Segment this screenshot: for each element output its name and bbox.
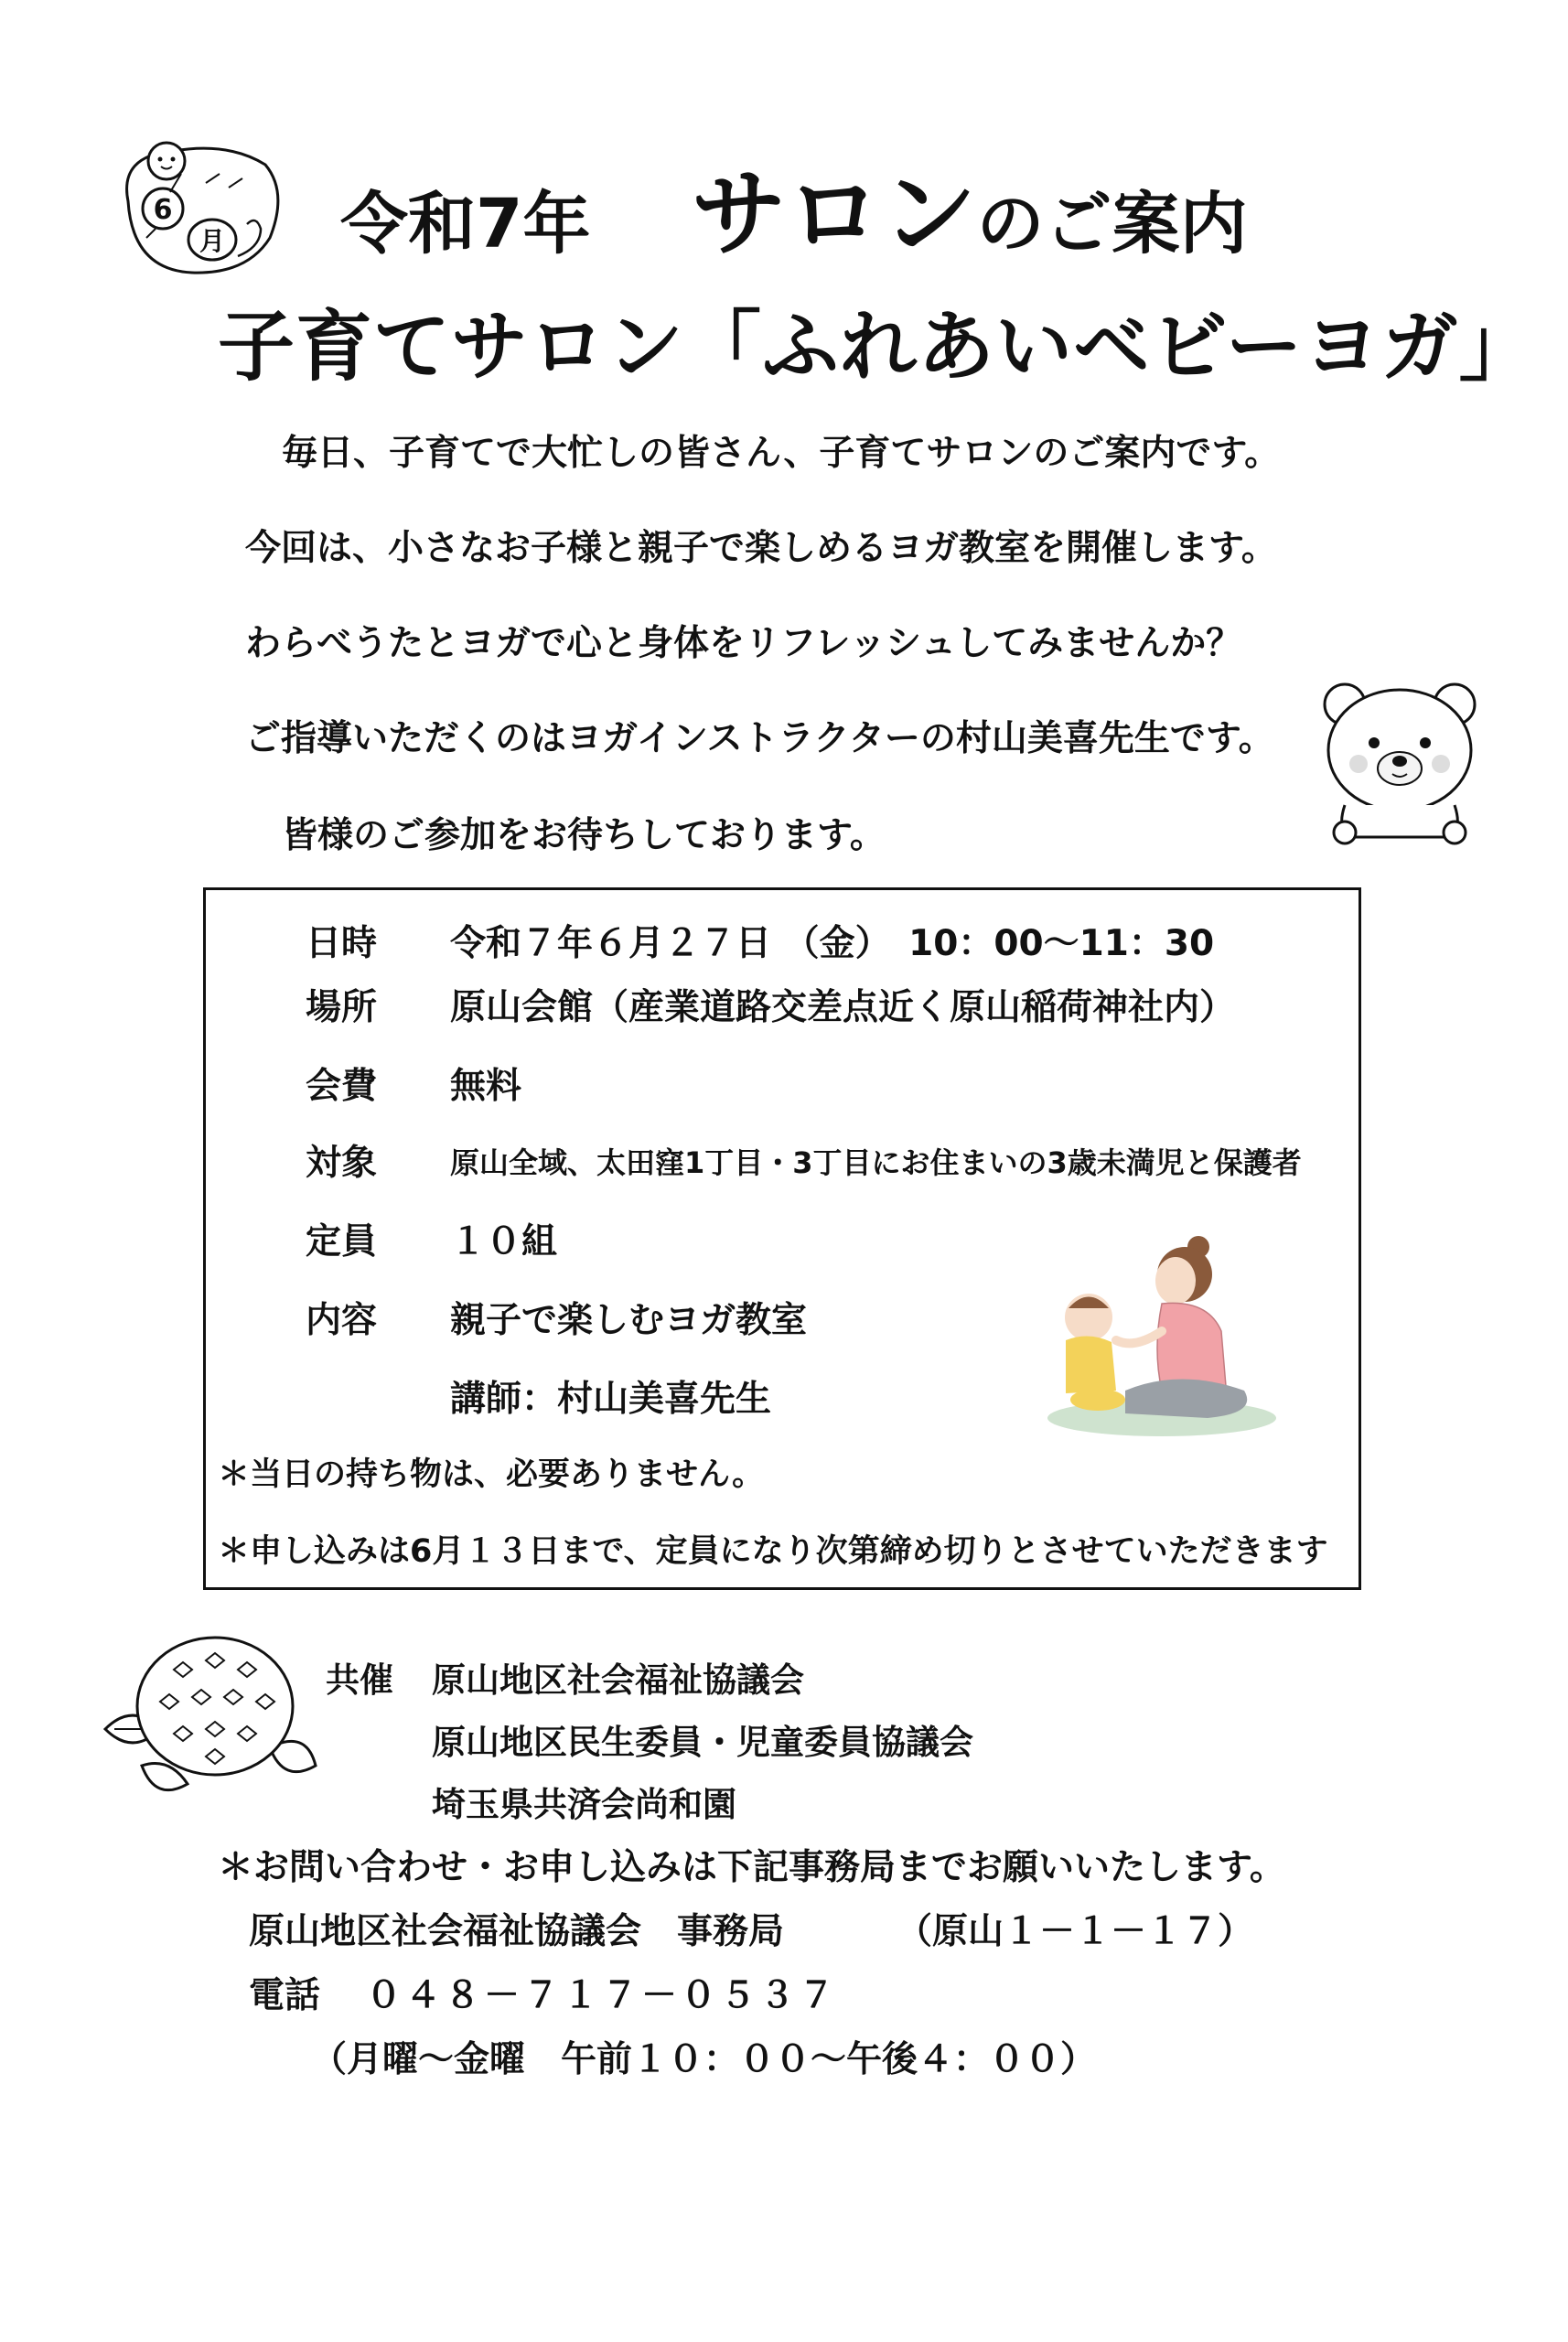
datetime-value: 令和７年６月２７日 （金） 10：00～11：30	[450, 923, 1215, 964]
event-subtitle: 子育てサロン「ふれあいベビーヨガ」	[218, 302, 1537, 392]
note-belongings: ＊当日の持ち物は、必要ありません。	[218, 1456, 765, 1493]
intro-line-2: 今回は、小さなお子様と親子で楽しめるヨガ教室を開催します。	[245, 528, 1277, 569]
phone-number: ０４８－７１７－０５３７	[366, 1975, 839, 2016]
june-badge-illustration	[110, 137, 293, 284]
title-year: 令和7年	[340, 185, 591, 263]
datetime-label: 日時	[306, 923, 378, 964]
organizer-2: 原山地区民生委員・児童委員協議会	[432, 1723, 973, 1762]
badge-month-number: 6	[153, 194, 173, 226]
place-value: 原山会館（産業道路交差点近く原山稲荷神社内）	[450, 987, 1236, 1028]
office-name: 原山地区社会福祉協議会 事務局	[249, 1911, 785, 1952]
instructor-value: 講師：村山美喜先生	[450, 1379, 772, 1420]
bear-illustration	[1317, 677, 1482, 842]
capacity-label: 定員	[306, 1221, 378, 1262]
target-value: 原山全域、太田窪1丁目・3丁目にお住まいの3歳未満児と保護者	[450, 1145, 1302, 1180]
target-label: 対象	[306, 1143, 378, 1184]
mother-baby-illustration	[1025, 1230, 1272, 1441]
content-label: 内容	[306, 1300, 378, 1341]
place-label: 場所	[306, 987, 378, 1028]
note-deadline: ＊申し込みは6月１３日まで、定員になり次第締め切りとさせていただきます	[218, 1533, 1328, 1570]
organizers-label: 共催	[326, 1660, 393, 1700]
page-title	[340, 137, 1248, 274]
intro-line-5: 皆様のご参加をお待ちしております。	[282, 815, 886, 856]
capacity-value: １０組	[450, 1221, 558, 1262]
title-suffix: のご案内	[976, 185, 1248, 263]
intro-line-1: 毎日、子育てで大忙しの皆さん、子育てサロンのご案内です。	[282, 433, 1281, 474]
intro-line-3: わらべうたとヨガで心と身体をリフレッシュしてみませんか？	[245, 623, 1242, 664]
content-value: 親子で楽しむヨガ教室	[450, 1300, 808, 1341]
organizer-1: 原山地区社会福祉協議会	[432, 1660, 804, 1700]
office-address: （原山１－１－１７）	[897, 1911, 1254, 1952]
organizer-3: 埼玉県共済会尚和園	[432, 1785, 736, 1824]
title-salon: サロン	[691, 158, 977, 270]
intro-line-4: ご指導いただくのはヨガインストラクターの村山美喜先生です。	[245, 718, 1274, 759]
phone-label: 電話	[249, 1975, 321, 2016]
contact-note: ＊お問い合わせ・お申し込みは下記事務局までお願いいたします。	[218, 1847, 1285, 1888]
hydrangea-illustration	[87, 1628, 325, 1811]
office-hours: （月曜～金曜 午前１０：００～午後４：００）	[311, 2039, 1097, 2080]
fee-value: 無料	[450, 1066, 522, 1107]
badge-face-circle	[148, 143, 185, 179]
fee-label: 会費	[306, 1066, 378, 1107]
badge-month-kanji: 月	[199, 226, 226, 256]
